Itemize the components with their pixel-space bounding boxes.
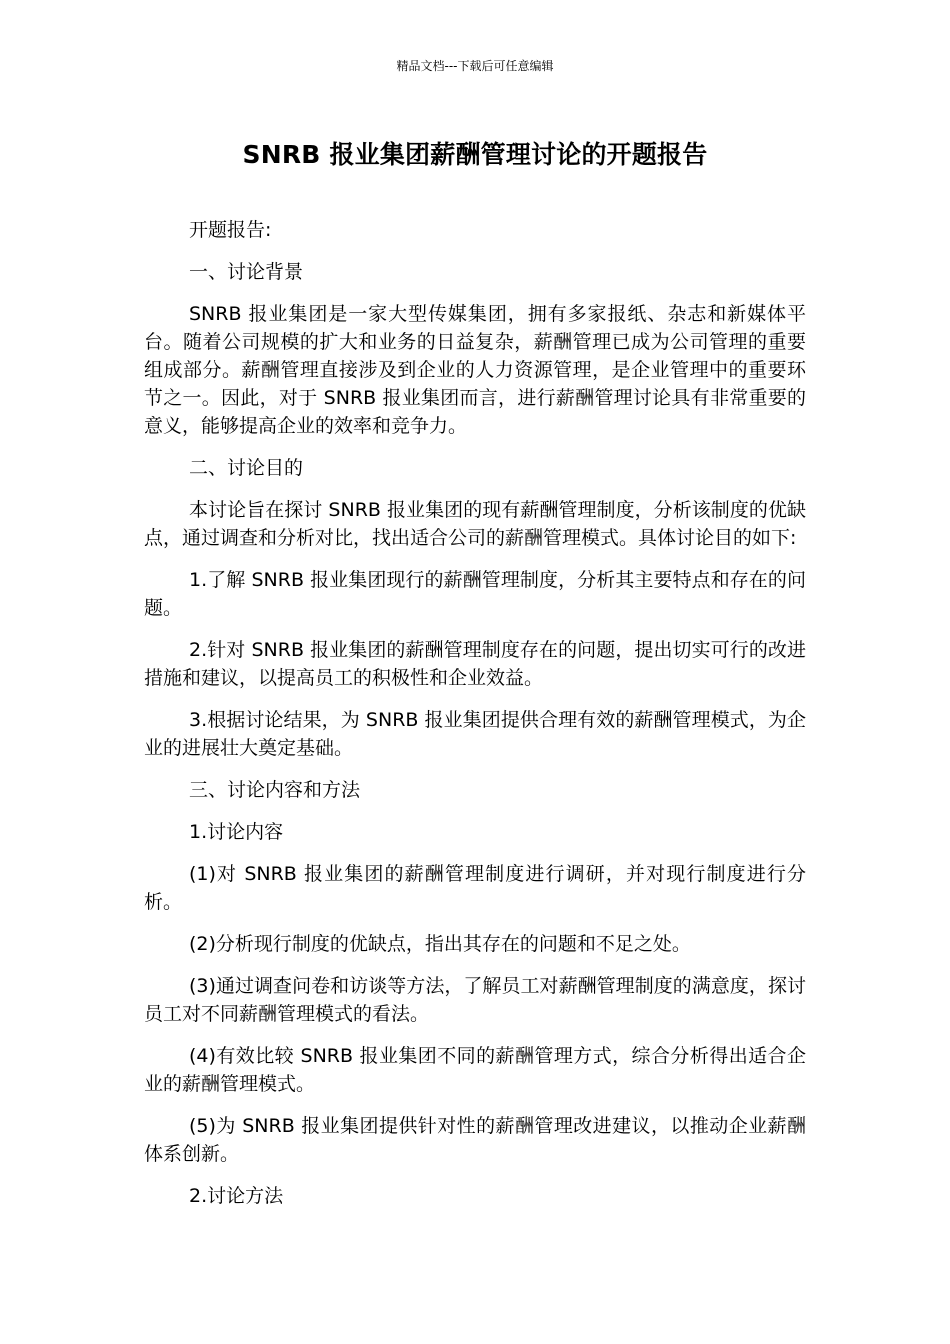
content-item-3: (3)通过调查问卷和访谈等方法，了解员工对薪酬管理制度的满意度，探讨员工对不同薪酬管理模式的看法。 [144, 975, 806, 1025]
content-item-4: (4)有效比较 SNRB 报业集团不同的薪酬管理方式，综合分析得出适合企业的薪酬管理模式。 [144, 1045, 806, 1095]
purpose-item-1: 1.了解 SNRB 报业集团现行的薪酬管理制度，分析其主要特点和存在的问题。 [144, 569, 806, 619]
document-title: SNRB 报业集团薪酬管理讨论的开题报告 [242, 140, 708, 169]
document-body [144, 216, 806, 1224]
paragraph-background: SNRB 报业集团是一家大型传媒集团，拥有多家报纸、杂志和新媒体平台。随着公司规模的扩大和业务的日益复杂，薪酬管理已成为公司管理的重要组成部分。薪酬管理直接涉及到企业的人力资源管理，是企业管理中的重要环节之一。因此，对于 SNRB 报业集团而言，进行薪酬管理讨论具有非常重要的意义，能够提高企业的效率和竞争力。 [144, 303, 806, 437]
heading-purpose: 二、讨论目的 [189, 457, 304, 479]
content-item-2: (2)分析现行制度的优缺点，指出其存在的问题和不足之处。 [189, 933, 691, 955]
heading-content-methods: 三、讨论内容和方法 [189, 779, 361, 801]
subheading-content: 1.讨论内容 [189, 821, 284, 843]
purpose-item-3: 3.根据讨论结果，为 SNRB 报业集团提供合理有效的薪酬管理模式，为企业的进展壮大奠定基础。 [144, 709, 806, 759]
subheading-methods: 2.讨论方法 [189, 1185, 284, 1207]
page-header-note: 精品文档---下载后可任意编辑 [396, 59, 554, 73]
paragraph-report-label: 开题报告: [189, 219, 272, 241]
purpose-item-2: 2.针对 SNRB 报业集团的薪酬管理制度存在的问题，提出切实可行的改进措施和建议，以提高员工的积极性和企业效益。 [144, 639, 806, 689]
content-item-5: (5)为 SNRB 报业集团提供针对性的薪酬管理改进建议，以推动企业薪酬体系创新。 [144, 1115, 806, 1165]
heading-background: 一、讨论背景 [189, 261, 304, 283]
content-item-1: (1)对 SNRB 报业集团的薪酬管理制度进行调研，并对现行制度进行分析。 [144, 863, 806, 913]
paragraph-purpose: 本讨论旨在探讨 SNRB 报业集团的现有薪酬管理制度，分析该制度的优缺点，通过调查和分析对比，找出适合公司的薪酬管理模式。具体讨论目的如下: [144, 499, 806, 549]
